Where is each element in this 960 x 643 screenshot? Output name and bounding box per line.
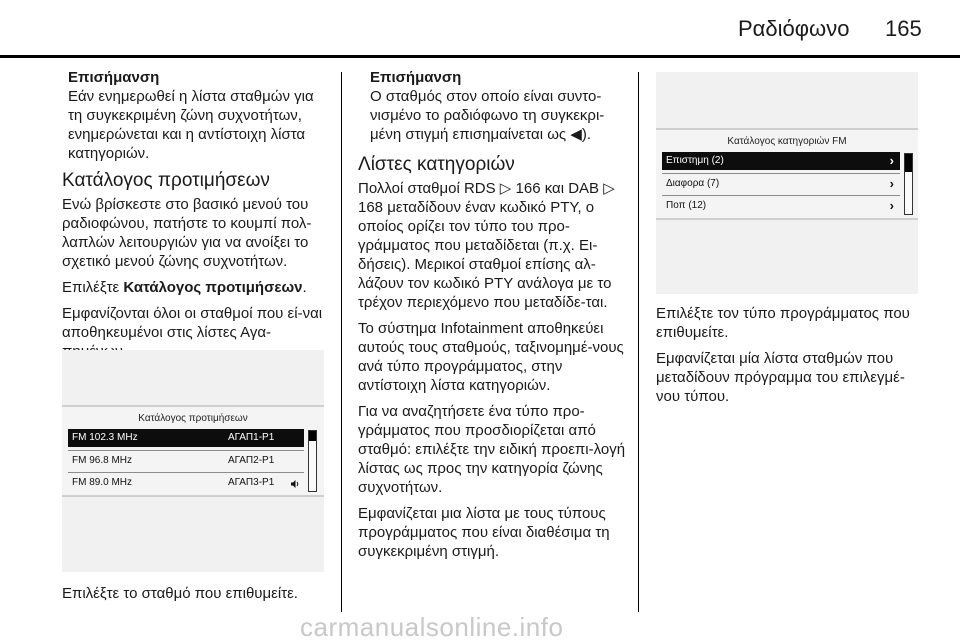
list-item	[662, 197, 900, 215]
chevron-right-icon: ›	[889, 198, 894, 213]
station-name: ΑΓΑΠ1-Ρ1	[228, 432, 275, 443]
station-frequency: FM 89.0 MHz	[72, 477, 133, 488]
category-label: Επιστημη (2)	[666, 155, 724, 166]
caption-select-station	[62, 584, 332, 610]
paragraph: Ενώ βρίσκεστε στο βασικό μενού του ραδιοφώνου, πατήστε το κουμπί πολ-λαπλών λειτουργιών για να ανοίξει το σχετικό μενού ζώνης συχνοτήτων.	[62, 196, 312, 270]
note-block	[358, 68, 630, 144]
station-frequency: FM 96.8 MHz	[72, 455, 133, 466]
list-item	[68, 452, 304, 470]
category-screen	[656, 128, 918, 220]
page-header-title: Ραδιόφωνο	[738, 16, 850, 41]
text: .	[302, 279, 307, 296]
station-frequency: FM 102.3 MHz	[72, 432, 138, 443]
section-heading: Κατάλογος προτιμήσεων	[62, 170, 270, 191]
paragraph: Για να αναζητήσετε ένα τύπο προ-γράμματος που προσδιορίζεται από σταθμό: επιλέξτε την ειδική προεπι-λογή λίστας ως προς την κατηγορία ζώνης συχνοτήτων.	[358, 403, 626, 496]
paragraph: Εμφανίζεται μια λίστα με τους τύπους προγράμματος που είναι διαθέσιμα τη συγκεκριμένη στιγμή.	[358, 505, 610, 560]
row-divider	[68, 450, 304, 451]
row-divider	[662, 195, 900, 196]
station-name: ΑΓΑΠ2-Ρ1	[228, 455, 275, 466]
paragraph: Το σύστημα Infotainment αποθηκεύει αυτούς τους σταθμούς, ταξινομημέ-νους ανά τύπο προγράμματος, στην αντίστοιχη λίστα κατηγοριών.	[358, 320, 624, 394]
screen-title: Κατάλογος κατηγοριών FM	[727, 136, 847, 147]
column-divider-2	[638, 72, 639, 612]
row-divider	[68, 472, 304, 473]
category-label: Διαφορα (7)	[666, 178, 720, 189]
category-label: Ποπ (12)	[666, 200, 707, 211]
list-item	[662, 175, 900, 193]
column-1	[62, 68, 332, 368]
note-text: Εάν ενημερωθεί η λίστα σταθμών για τη συγκεκριμένη ζώνη συχνοτήτων, ενημερώνεται και η αντίστοιχη λίστα κατηγοριών.	[68, 88, 314, 162]
note-block	[62, 68, 332, 163]
column-2	[358, 68, 630, 568]
list-item	[68, 474, 304, 492]
header-rule	[0, 55, 960, 58]
paragraph: Επιλέξτε το σταθμό που επιθυμείτε.	[62, 585, 298, 602]
favorites-screen-photo	[62, 350, 324, 572]
note-label: Επισήμανση	[370, 69, 462, 86]
scrollbar	[904, 153, 913, 215]
row-divider	[662, 173, 900, 174]
paragraph: Εμφανίζονται όλοι οι σταθμοί που εί-ναι αποθηκευμένοι στις λίστες Αγα-	[62, 305, 323, 341]
note-label: Επισήμανση	[68, 69, 160, 86]
chevron-right-icon: ›	[889, 176, 894, 191]
section-heading: Λίστες κατηγοριών	[358, 154, 515, 175]
scrollbar-thumb	[905, 154, 912, 172]
category-screen-photo	[656, 72, 918, 294]
watermark: carmanualsonline.info	[300, 612, 564, 642]
station-name: ΑΓΑΠ3-Ρ1	[228, 477, 275, 488]
scrollbar-thumb	[309, 431, 316, 441]
paragraph: Εμφανίζεται μία λίστα σταθμών που μεταδίδουν πρόγραμμα του επιλεγμέ-νου τύπου.	[656, 350, 905, 405]
chevron-right-icon: ›	[889, 153, 894, 168]
speaker-icon	[290, 478, 300, 496]
text: Επιλέξτε	[62, 279, 124, 296]
page-number: 165	[885, 16, 922, 41]
list-item	[662, 152, 900, 170]
column-3	[656, 304, 926, 413]
menu-reference: Κατάλογος προτιμήσεων	[123, 279, 303, 296]
list-item	[68, 429, 304, 447]
paragraph: Επιλέξτε τον τύπο προγράμματος που επιθυμείτε.	[656, 305, 910, 341]
screen-title: Κατάλογος προτιμήσεων	[138, 413, 248, 424]
scrollbar	[308, 430, 317, 492]
favorites-screen	[62, 405, 324, 497]
paragraph: Πολλοί σταθμοί RDS ▷ 166 και DAB ▷ 168 μεταδίδουν έναν κωδικό PTY, ο οποίος ορίζει τον τύπο του προ-γράμματος που μεταδίδεται (π.χ. Ει-δήσεις). Μερικοί σταθμοί επίσης αλ-λάζουν τον κωδικό PTY ανάλογα με το τρέχον περιεχόμενο που μεταδίδε-ται.	[358, 180, 615, 311]
note-text: Ο σταθμός στον οποίο είναι συντο-νισμένο το ραδιόφωνο τη συγκεκρι-μένη στιγμή επισημαίνεται ως ◀).	[370, 88, 605, 143]
column-divider-1	[341, 72, 342, 612]
paragraph-select	[62, 278, 332, 297]
